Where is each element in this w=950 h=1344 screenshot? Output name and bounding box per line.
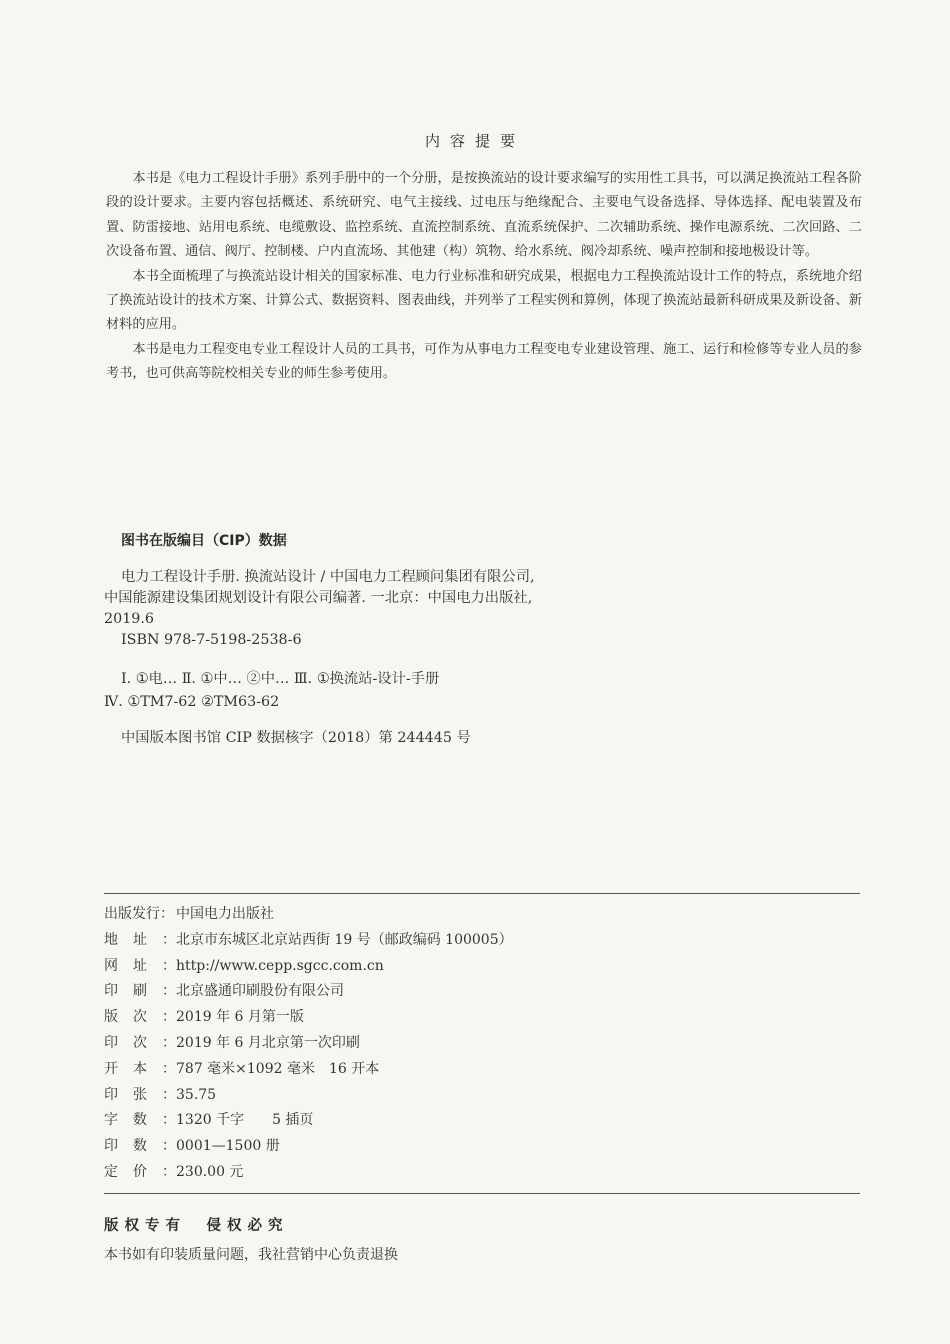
pub-value: 787 毫米×1092 毫米 16 开本 [176,1060,380,1077]
publishing-info [104,902,513,1186]
pub-row [104,954,513,980]
pub-value: 2019 年 6 月北京第一次印刷 [176,1034,360,1051]
pub-label: 出版发行： [104,906,174,922]
copyright-title: 版权专有 侵权必究 [104,1218,289,1234]
pub-row [104,1083,513,1109]
divider [104,893,860,894]
pub-label: 印次： [104,1034,176,1051]
pub-row [104,1160,513,1186]
pub-label: 地址： [104,931,176,948]
pub-row [104,979,513,1005]
pub-label: 网址： [104,957,176,974]
pub-label: 字数： [104,1112,176,1129]
cip-line: 2019.6 [104,611,155,627]
cip-line: 电力工程设计手册. 换流站设计 / 中国电力工程顾问集团有限公司, [121,569,535,585]
pub-value: 北京市东城区北京站西街 19 号（邮政编码 100005） [176,931,513,948]
summary-paragraph: 本书是电力工程变电专业工程设计人员的工具书，可作为从事电力工程变电专业建设管理、施工、运行和检修等专业人员的参考书，也可供高等院校相关专业的师生参考使用。 [106,341,862,382]
copyright-note: 本书如有印装质量问题，我社营销中心负责退换 [104,1247,398,1263]
pub-value: 北京盛通印刷股份有限公司 [176,983,344,1000]
pub-label: 开本： [104,1060,176,1077]
summary-body [106,167,862,387]
cip-record: 中国版本图书馆 CIP 数据核字（2018）第 244445 号 [121,730,471,746]
pub-value: 1320 千字 5 插页 [176,1112,314,1129]
cip-line: 中国能源建设集团规划设计有限公司编著. 一北京：中国电力出版社, [104,590,533,606]
cip-class-line: Ⅰ. ①电… Ⅱ. ①中… ②中… Ⅲ. ①换流站-设计-手册 [121,671,440,687]
pub-label: 印张： [104,1086,176,1103]
pub-row [104,1005,513,1031]
pub-label: 定价： [104,1163,176,1180]
pub-value: 2019 年 6 月第一版 [176,1009,304,1026]
cip-entry [104,567,535,651]
pub-label: 印数： [104,1138,176,1155]
divider [104,1193,860,1194]
pub-value: 0001—1500 册 [176,1138,280,1155]
pub-value: 230.00 元 [176,1163,244,1180]
cip-classification [104,668,439,714]
pub-row [104,1134,513,1160]
pub-label: 版次： [104,1009,176,1026]
cip-isbn: ISBN 978-7-5198-2538-6 [121,632,302,648]
pub-label: 印刷： [104,983,176,1000]
summary-paragraph: 本书全面梳理了与换流站设计相关的国家标准、电力行业标准和研究成果，根据电力工程换流站设计工作的特点，系统地介绍了换流站设计的技术方案、计算公式、数据资料、图表曲线，并列举了工程实例和算例，体现了换流站最新科研成果及新设备、新材料的应用。 [106,268,862,333]
pub-value: 35.75 [176,1086,217,1103]
pub-row [104,928,513,954]
pub-value: http://www.cepp.sgcc.com.cn [176,957,384,974]
pub-row [104,1108,513,1134]
cip-class-line: Ⅳ. ①TM7-62 ②TM63-62 [104,694,280,710]
cip-title: 图书在版编目（CIP）数据 [121,533,287,549]
pub-value: 中国电力出版社 [176,906,274,922]
summary-paragraph: 本书是《电力工程设计手册》系列手册中的一个分册，是按换流站的设计要求编写的实用性工具书，可以满足换流站工程各阶段的设计要求。主要内容包括概述、系统研究、电气主接线、过电压与绝缘配合、主要电气设备选择、导体选择、配电装置及布置、防雷接地、站用电系统、电缆敷设、监控系统、直流控制系统、直流系统保护、二次辅助系统、操作电源系统、二次回路、二次设备布置、通信、阀厅、控制楼、户内直流场、其他建（构）筑物、给水系统、阀冷却系统、噪声控制和接地极设计等。 [106,171,862,260]
pub-row [104,1031,513,1057]
pub-row [104,1057,513,1083]
summary-title: 内容提要 [424,132,525,150]
pub-row [104,902,513,928]
